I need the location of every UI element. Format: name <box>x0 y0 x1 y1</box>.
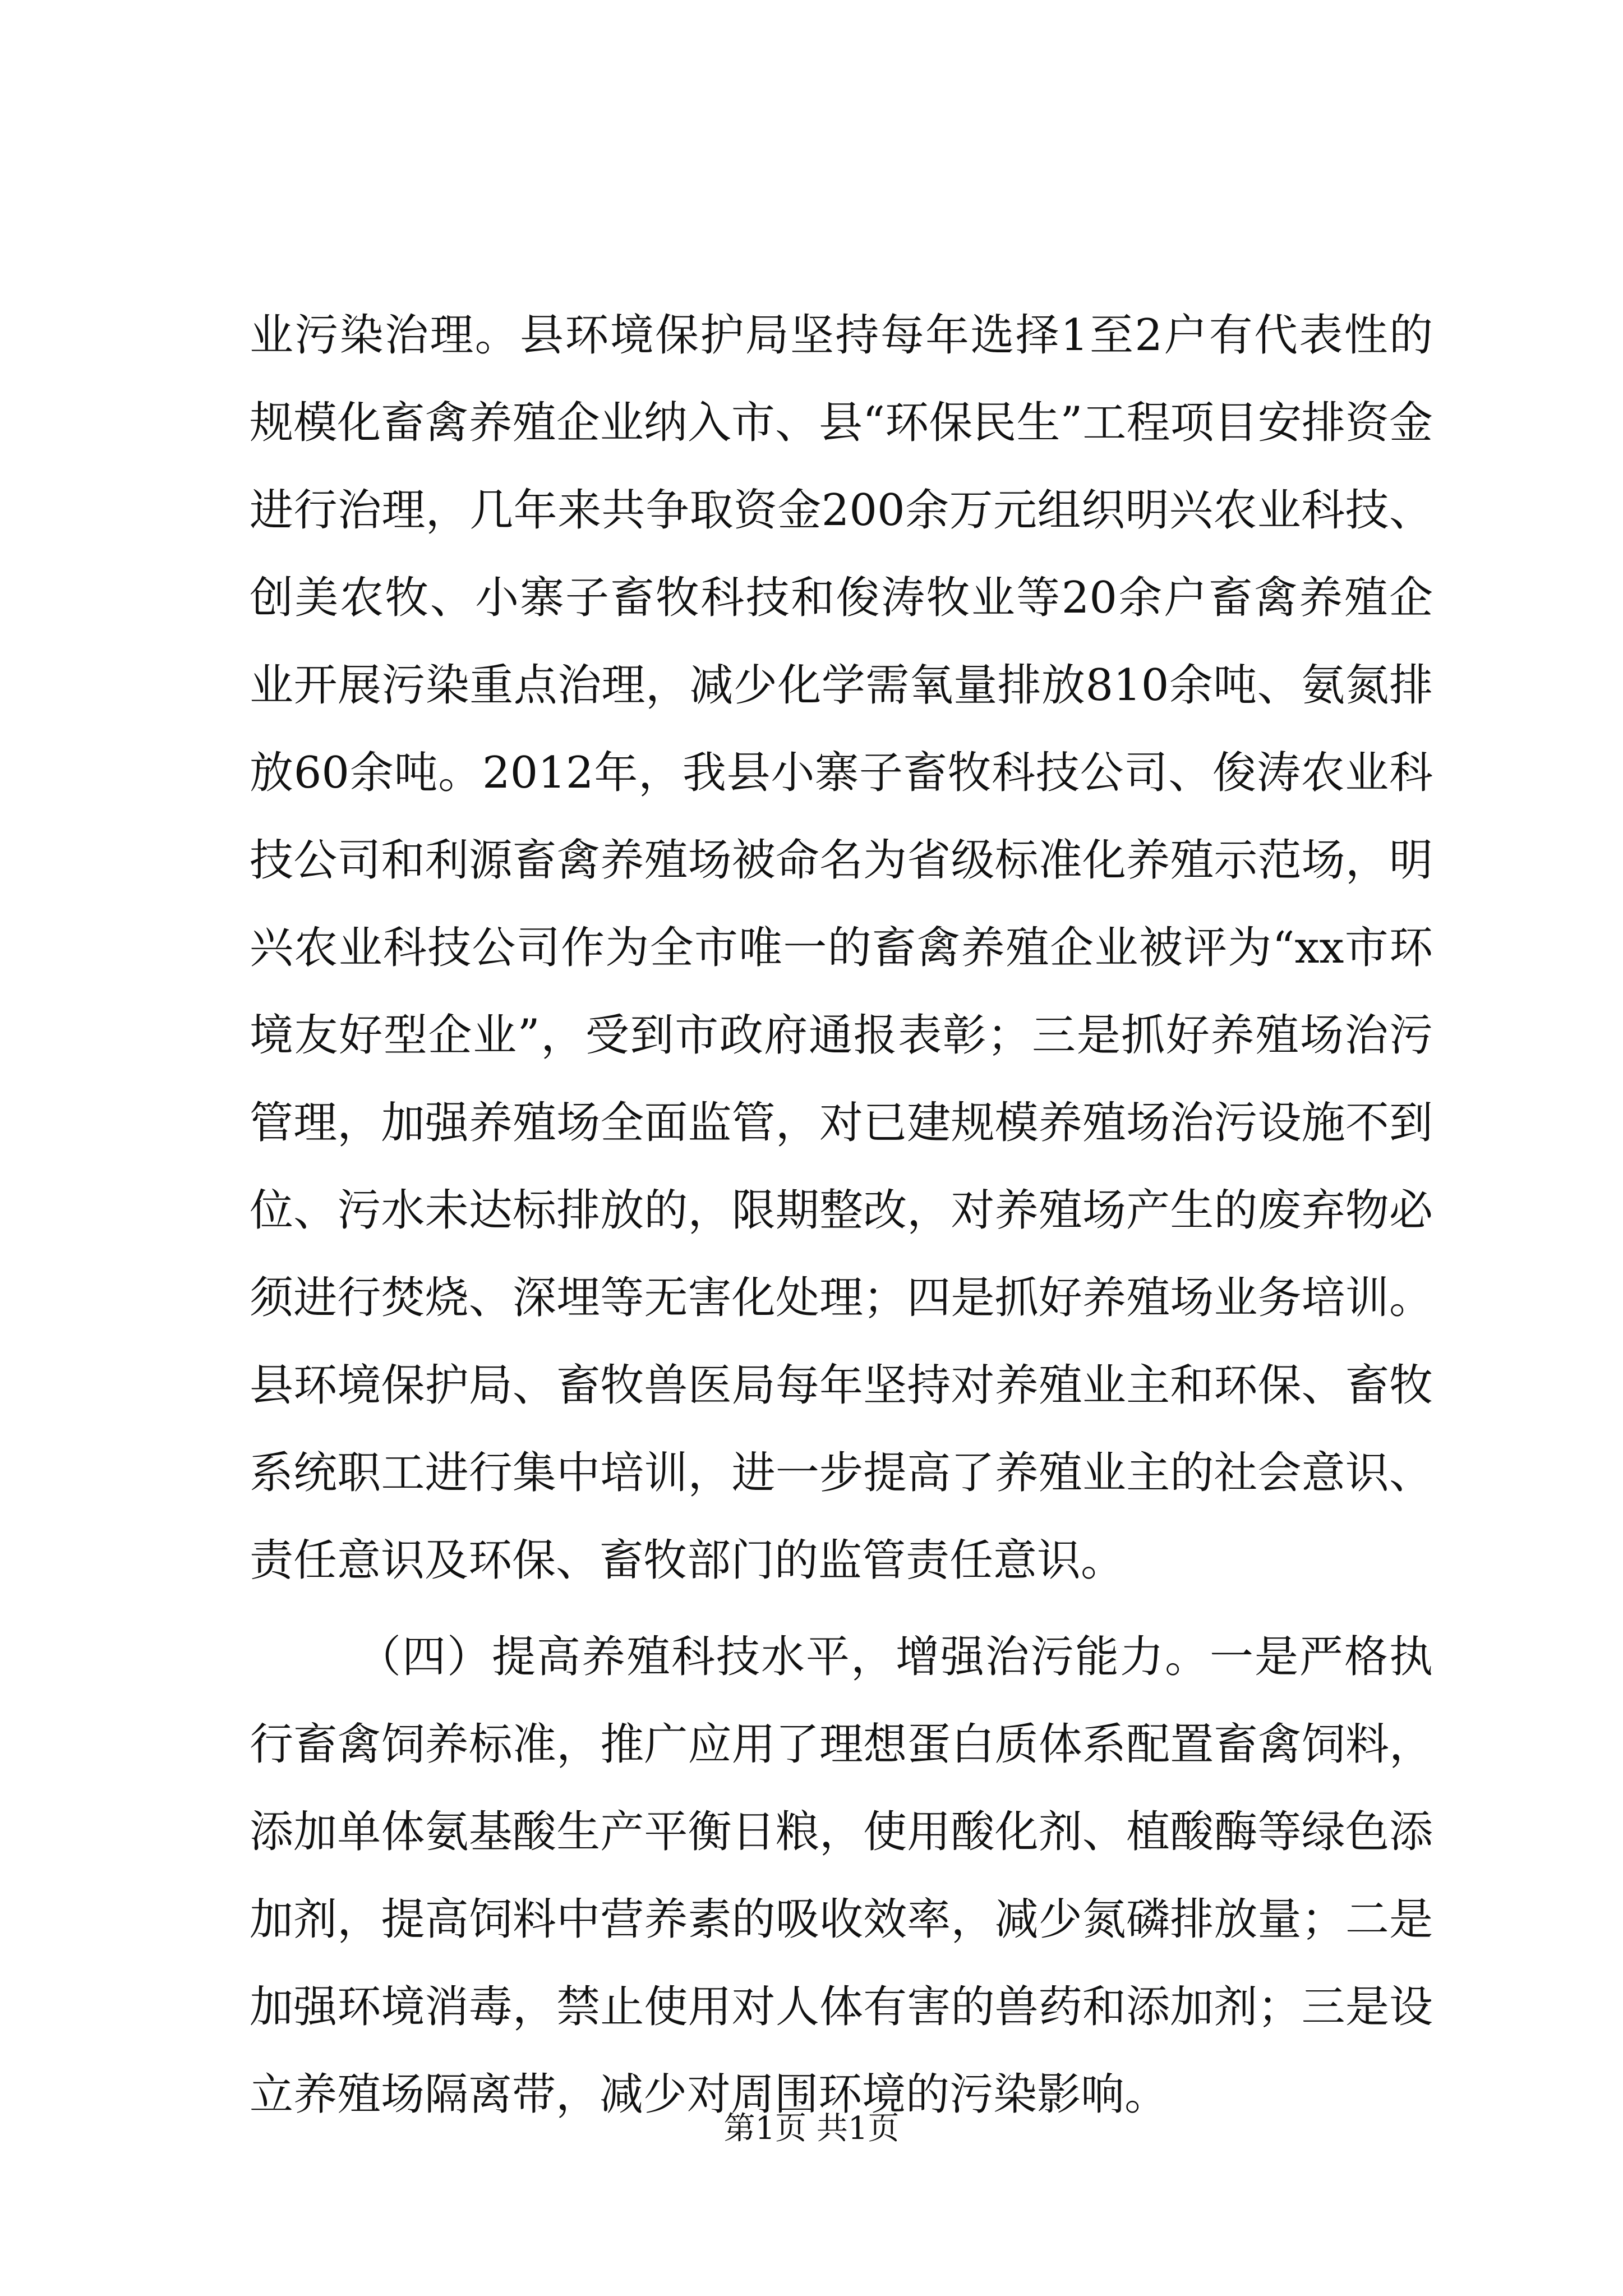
body-paragraph-section-four: （四）提高养殖科技水平，增强治污能力。一是严格执行畜禽饲养标准，推广应用了理想蛋白质体系配置畜禽饲料，添加单体氨基酸生产平衡日粮，使用酸化剂、植酸酶等绿色添加剂，提高饲料中营养素的吸收效率，减少氮磷排放量；二是加强环境消毒，禁止使用对人体有害的兽药和添加剂；三是设立养殖场隔离带，减少对周围环境的污染影响。 <box>250 1632 1433 2120</box>
page-footer-number: 第1页 共1页 <box>723 2110 900 2147</box>
document-body <box>250 292 1433 2138</box>
body-paragraph-continued: 业污染治理。县环境保护局坚持每年选择1至2户有代表性的规模化畜禽养殖企业纳入市、县“环保民生”工程项目安排资金进行治理，几年来共争取资金200余万元组织明兴农业科技、创美农牧、小寨子畜牧科技和俊涛牧业等20余户畜禽养殖企业开展污染重点治理，减少化学需氧量排放810余吨、氨氮排放60余吨。2012年，我县小寨子畜牧科技公司、俊涛农业科技公司和利源畜禽养殖场被命名为省级标准化养殖示范场，明兴农业科技公司作为全市唯一的畜禽养殖企业被评为“xx市环境友好型企业”，受到市政府通报表彰；三是抓好养殖场治污管理，加强养殖场全面监管，对已建规模养殖场治污设施不到位、污水未达标排放的，限期整改，对养殖场产生的废弃物必须进行焚烧、深埋等无害化处理；四是抓好养殖场业务培训。县环境保护局、畜牧兽医局每年坚持对养殖业主和环保、畜牧系统职工进行集中培训，进一步提高了养殖业主的社会意识、责任意识及环保、畜牧部门的监管责任意识。 <box>250 310 1433 1586</box>
